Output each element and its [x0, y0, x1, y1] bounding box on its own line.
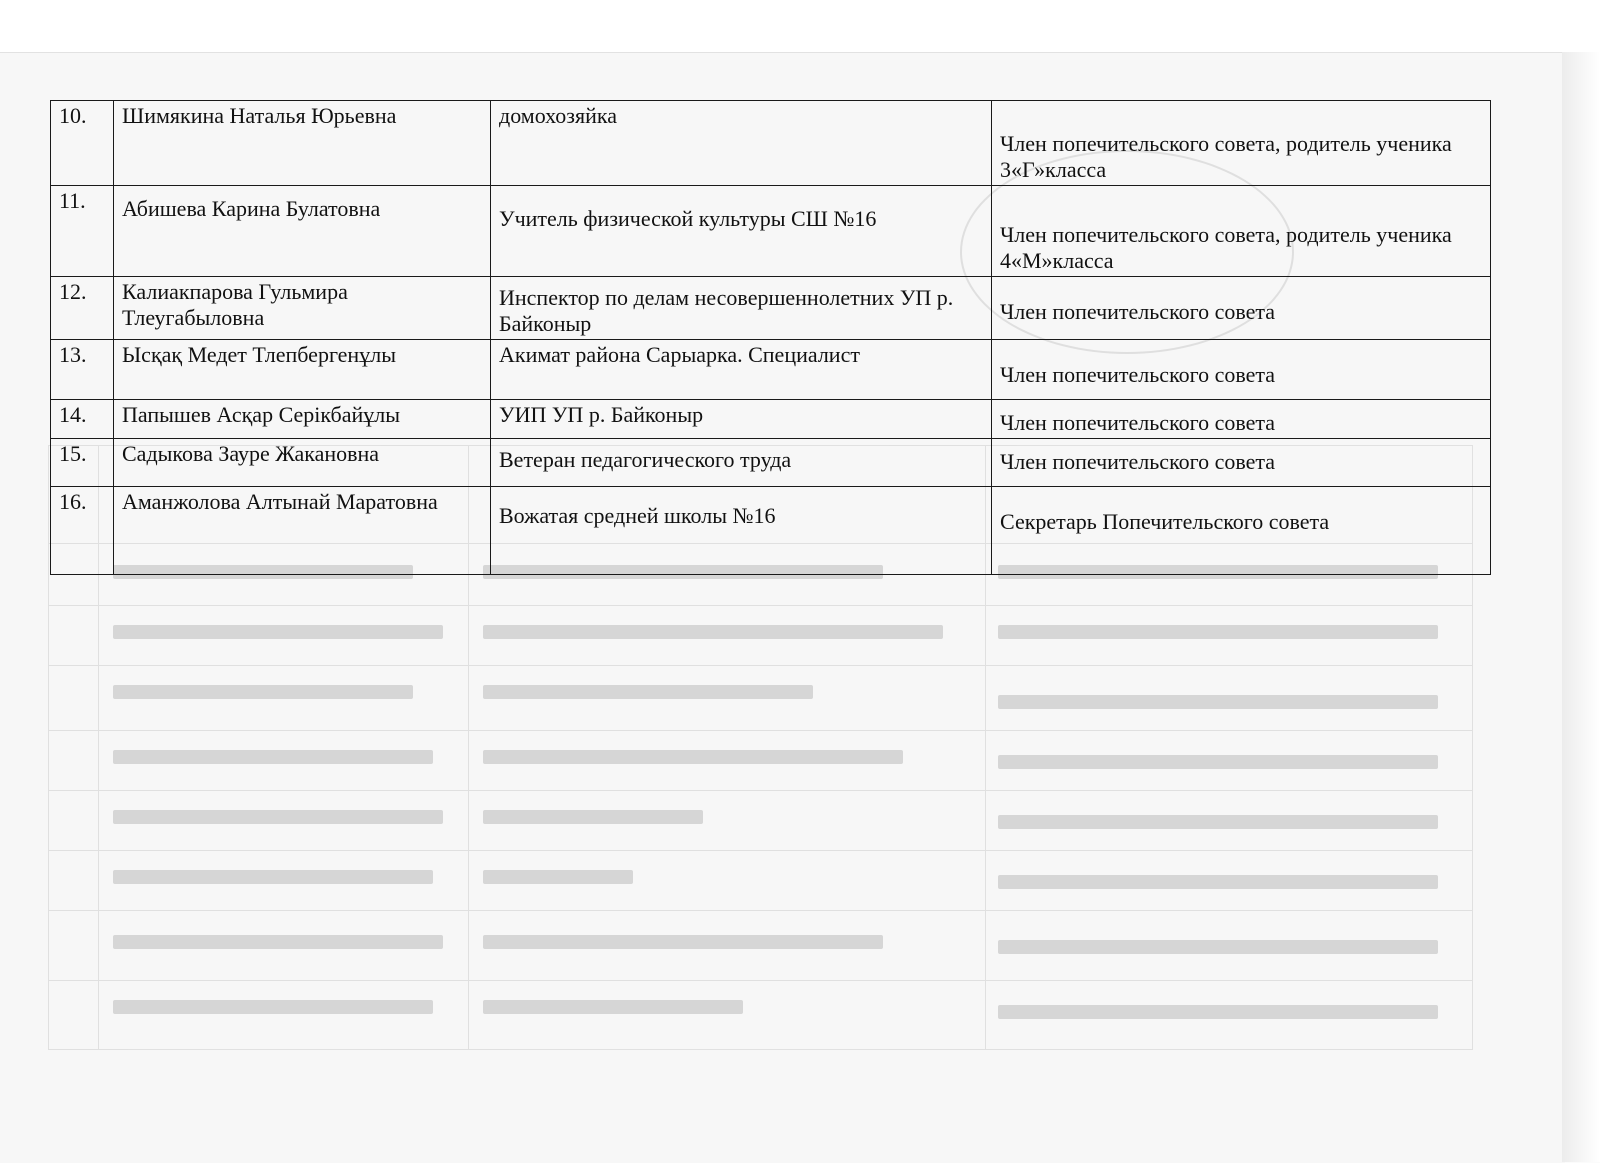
- row-number: 14.: [51, 400, 114, 439]
- row-number: 13.: [51, 340, 114, 400]
- row-number: 10.: [51, 101, 114, 186]
- member-occupation: Ветеран педагогического труда: [491, 439, 992, 487]
- table-row: [51, 277, 1491, 340]
- member-name: Папышев Асқар Серікбайұлы: [114, 400, 491, 439]
- member-role: Секретарь Попечительского совета: [992, 487, 1491, 575]
- member-name: Калиакпарова Гульмира Тлеугабыловна: [114, 277, 491, 340]
- scan-background-top: [0, 0, 1600, 52]
- member-occupation: Вожатая средней школы №16: [491, 487, 992, 575]
- row-number: 16.: [51, 487, 114, 575]
- council-members-table: [50, 100, 1491, 575]
- member-role: Член попечительского совета, родитель ученика 4«М»класса: [992, 186, 1491, 277]
- member-occupation: УИП УП р. Байконыр: [491, 400, 992, 439]
- member-occupation: Учитель физической культуры СШ №16: [491, 186, 992, 277]
- member-occupation: Акимат района Сарыарка. Специалист: [491, 340, 992, 400]
- member-role: Член попечительского совета: [992, 277, 1491, 340]
- table-row: [51, 186, 1491, 277]
- member-name: Аманжолова Алтынай Маратовна: [114, 487, 491, 575]
- table-row: [51, 439, 1491, 487]
- member-occupation: домохозяйка: [491, 101, 992, 186]
- member-name: Абишева Карина Булатовна: [114, 186, 491, 277]
- member-name: Шимякина Наталья Юрьевна: [114, 101, 491, 186]
- table-row: [51, 487, 1491, 575]
- member-occupation: Инспектор по делам несовершеннолетних УП р. Байконыр: [491, 277, 992, 340]
- member-name: Садыкова Зауре Жакановна: [114, 439, 491, 487]
- member-name: Ысқақ Медет Тлепбергенұлы: [114, 340, 491, 400]
- sheet-right-edge: [1562, 52, 1600, 1162]
- table-row: [51, 400, 1491, 439]
- member-role: Член попечительского совета: [992, 400, 1491, 439]
- member-role: Член попечительского совета, родитель ученика 3«Г»класса: [992, 101, 1491, 186]
- row-number: 11.: [51, 186, 114, 277]
- table-row: [51, 340, 1491, 400]
- member-role: Член попечительского совета: [992, 340, 1491, 400]
- row-number: 15.: [51, 439, 114, 487]
- table-row: [51, 101, 1491, 186]
- member-role: Член попечительского совета: [992, 439, 1491, 487]
- row-number: 12.: [51, 277, 114, 340]
